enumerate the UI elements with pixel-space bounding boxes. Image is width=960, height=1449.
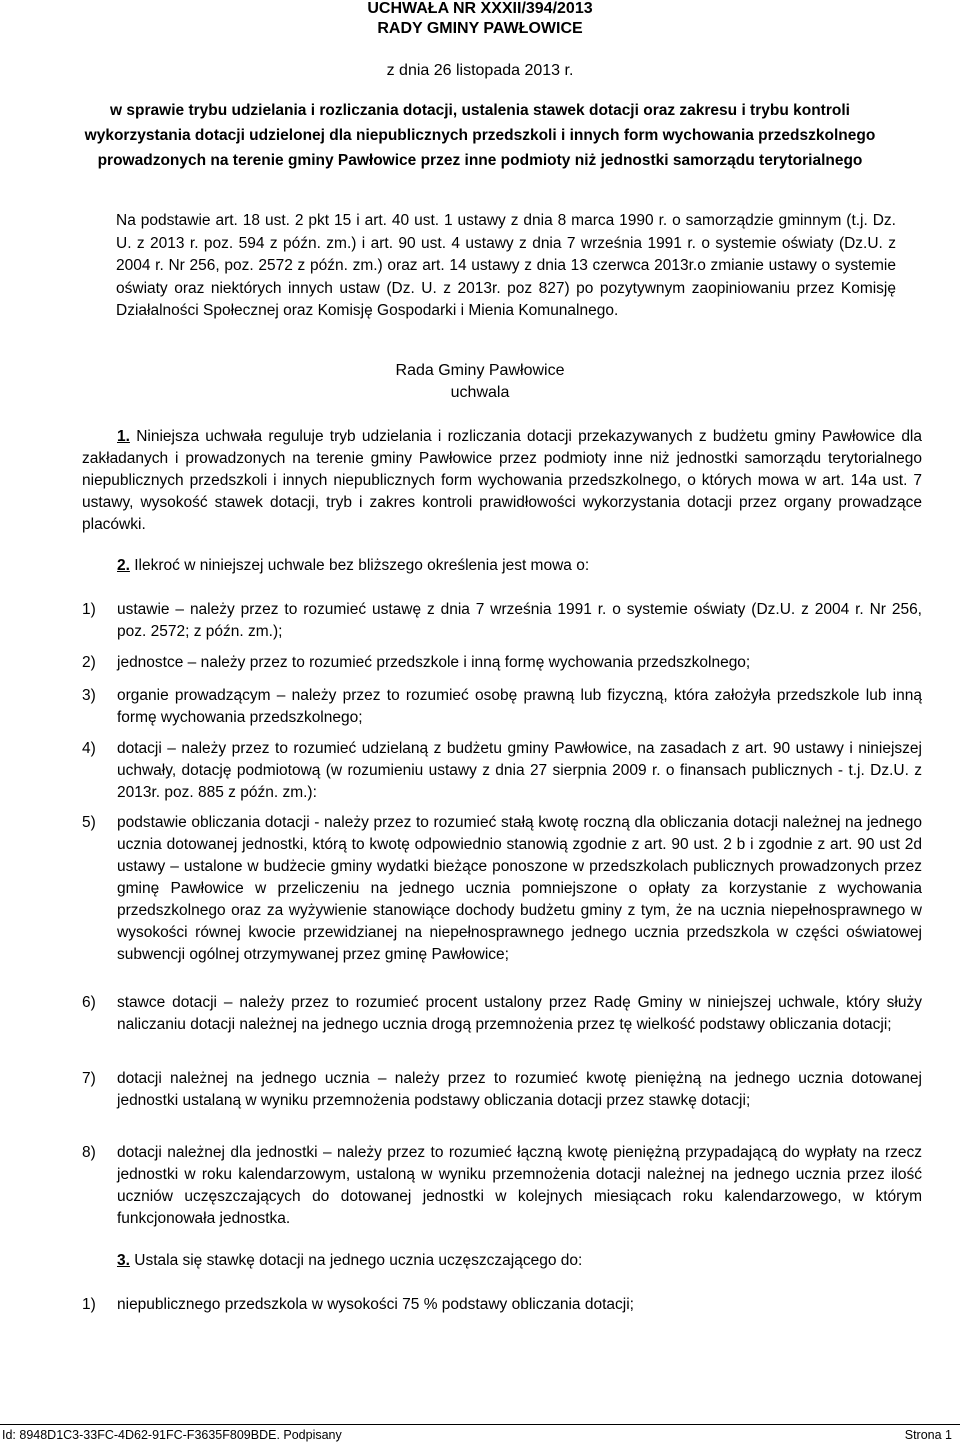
footer-separator (0, 1424, 960, 1425)
definition-item (82, 1068, 922, 1112)
section-3-text: Ustala się stawkę dotacji na jednego ucznia uczęszczającego do: (134, 1252, 583, 1269)
council-heading: Rada Gminy Pawłowice (395, 362, 565, 379)
definition-item (82, 992, 922, 1036)
section-3 (82, 1250, 922, 1272)
definition-text: dotacji – należy przez to rozumieć udzielaną z budżetu gminy Pawłowice, na zasadach z art. 90 ustawy i niniejszej uchwały, dotację podmiotową (w rozumieniu ustawy z dnia 27 sierpnia 2009 r. o finansach publicznych - t.j. Dz.U. z 2013r. poz. 885 z późn. zm.): (117, 740, 922, 801)
definition-number: 3) (82, 687, 96, 704)
section-2-number: 2. (117, 557, 130, 574)
definition-text: dotacji należnej dla jednostki – należy przez to rozumieć łączną kwotę pieniężną przypadającą do wypłaty na rzecz jednostki w roku kalendarzowym, ustaloną w wyniku przemnożenia dotacji należnej na jednego ucznia przez ilość uczniów uczęszczających do dotowanej jednostki w kolejnych miesiącach roku kalendarzowego, w którym funkcjonowała jednostka. (117, 1144, 922, 1227)
definition-text: podstawie obliczania dotacji - należy przez to rozumieć stałą kwotę roczną dla obliczania dotacji należnej na jednego ucznia dotowanej jednostki, którą to kwotę odpowiednio stanowią zgodnie z art. 90 ust. 2 b i zgodnie z art. 90 ust 2d ustawy – ustalone w budżecie gminy wydatki bieżące ponoszone w przedszkolach publicznych prowadzonych przez gminę Pawłowice w przeliczeniu na jednego ucznia pomniejszone o opłaty za korzystanie z wychowania przedszkolnego oraz za wyżywienie stanowiące dochody budżetu gminy z tym, że na ucznia niepełnosprawnego w wysokości równej kwocie przewidzianej na niepełnosprawnego jednego ucznia przedszkola w części oświatowej subwencji ogólnej otrzymywanej przez gminę Pawłowice; (117, 814, 922, 963)
definition-item (82, 599, 922, 643)
definition-number: 8) (82, 1144, 96, 1161)
definition-number: 7) (82, 1070, 96, 1087)
section-1-text: Niniejsza uchwała reguluje tryb udzielania i rozliczania dotacji przekazywanych z budżetu gminy Pawłowice dla zakładanych i prowadzonych na terenie gminy Pawłowice przez podmioty inne niż jednostki samorządu terytorialnego niepublicznych przedszkoli i innych niepublicznych form wychowania przedszkolnego, o których mowa w art. 14a ust. 7 ustawy, wysokość stawek dotacji, tryb i zakres kontroli prawidłowości wykorzystania dotacji przez organy prowadzące placówki. (82, 428, 923, 533)
definition-item (82, 1142, 922, 1230)
section-2-text: Ilekroć w niniejszej uchwale bez bliższego określenia jest mowa o: (134, 557, 590, 574)
section-2 (82, 555, 922, 577)
section-1-number: 1. (117, 428, 130, 445)
definition-number: 5) (82, 814, 96, 831)
section-3-number: 3. (117, 1252, 130, 1269)
section-1 (82, 426, 922, 536)
definition-number: 1) (82, 601, 96, 618)
resolves-heading: uchwala (450, 384, 510, 401)
resolution-subject: w sprawie trybu udzielania i rozliczania dotacji, ustalenia stawek dotacji oraz zakresu i trybu kontroli wykorzystania dotacji udzielonej dla niepublicznych przedszkoli i innych form wychowania przedszkolnego prowadzonych na terenie gminy Pawłowice przez inne podmioty niż jednostki samorządu terytorialnego (84, 102, 876, 169)
definition-text: ustawie – należy przez to rozumieć ustawę z dnia 7 września 1991 r. o systemie oświaty (Dz.U. z 2004 r. Nr 256, poz. 2572; z późn. zm.); (117, 601, 922, 640)
definition-number: 4) (82, 740, 96, 757)
definition-item (82, 685, 922, 729)
document-id: Id: 8948D1C3-33FC-4D62-91FC-F3635F809BDE. Podpisany (2, 1428, 342, 1442)
rate-number: 1) (82, 1296, 96, 1313)
rate-text: niepublicznego przedszkola w wysokości 75 % podstawy obliczania dotacji; (117, 1296, 634, 1313)
definition-number: 6) (82, 994, 96, 1011)
definition-text: organie prowadzącym – należy przez to rozumieć osobę prawną lub fizyczną, która założyła przedszkole lub inną formę wychowania przedszkolnego; (117, 687, 922, 726)
definition-item (82, 738, 922, 804)
resolution-date: z dnia 26 listopada 2013 r. (386, 62, 574, 79)
page-number: Strona 1 (904, 1428, 952, 1442)
definition-item (82, 812, 922, 966)
council-name: RADY GMINY PAWŁOWICE (377, 20, 583, 37)
definition-text: stawce dotacji – należy przez to rozumieć procent ustalony przez Radę Gminy w niniejszej uchwale, który służy naliczaniu dotacji należnej na jednego ucznia drogą przemnożenia przez tę wielkość podstawy obliczania dotacji; (117, 994, 922, 1033)
definition-text: jednostce – należy przez to rozumieć przedszkole i inną formę wychowania przedszkolnego; (117, 654, 751, 671)
definition-item (82, 652, 922, 674)
definition-number: 2) (82, 654, 96, 671)
resolution-number: UCHWAŁA NR XXXII/394/2013 (367, 0, 593, 17)
rate-item (82, 1294, 922, 1316)
legal-basis: Na podstawie art. 18 ust. 2 pkt 15 i art. 40 ust. 1 ustawy z dnia 8 marca 1990 r. o samorządzie gminnym (t.j. Dz. U. z 2013 r. poz. 594 z późn. zm.) i art. 90 ust. 4 ustawy z dnia 7 września 1991 r. o systemie oświaty (Dz.U. z 2004 r. Nr 256, poz. 2572 z późn. zm.) oraz art. 14 ustawy z dnia 13 czerwca 2013r.o zmianie ustawy o systemie oświaty oraz niektórych innych ustaw (Dz. U. z 2013r. poz 827) po pozytywnym zaopiniowaniu przez Komisję Działalności Społecznej oraz Komisję Gospodarki i Mienia Komunalnego. (116, 212, 896, 319)
definition-text: dotacji należnej na jednego ucznia – należy przez to rozumieć kwotę pieniężną na jednego ucznia dotowanej jednostki ustalaną w wyniku przemnożenia podstawy obliczania dotacji przez stawkę dotacji; (117, 1070, 922, 1109)
